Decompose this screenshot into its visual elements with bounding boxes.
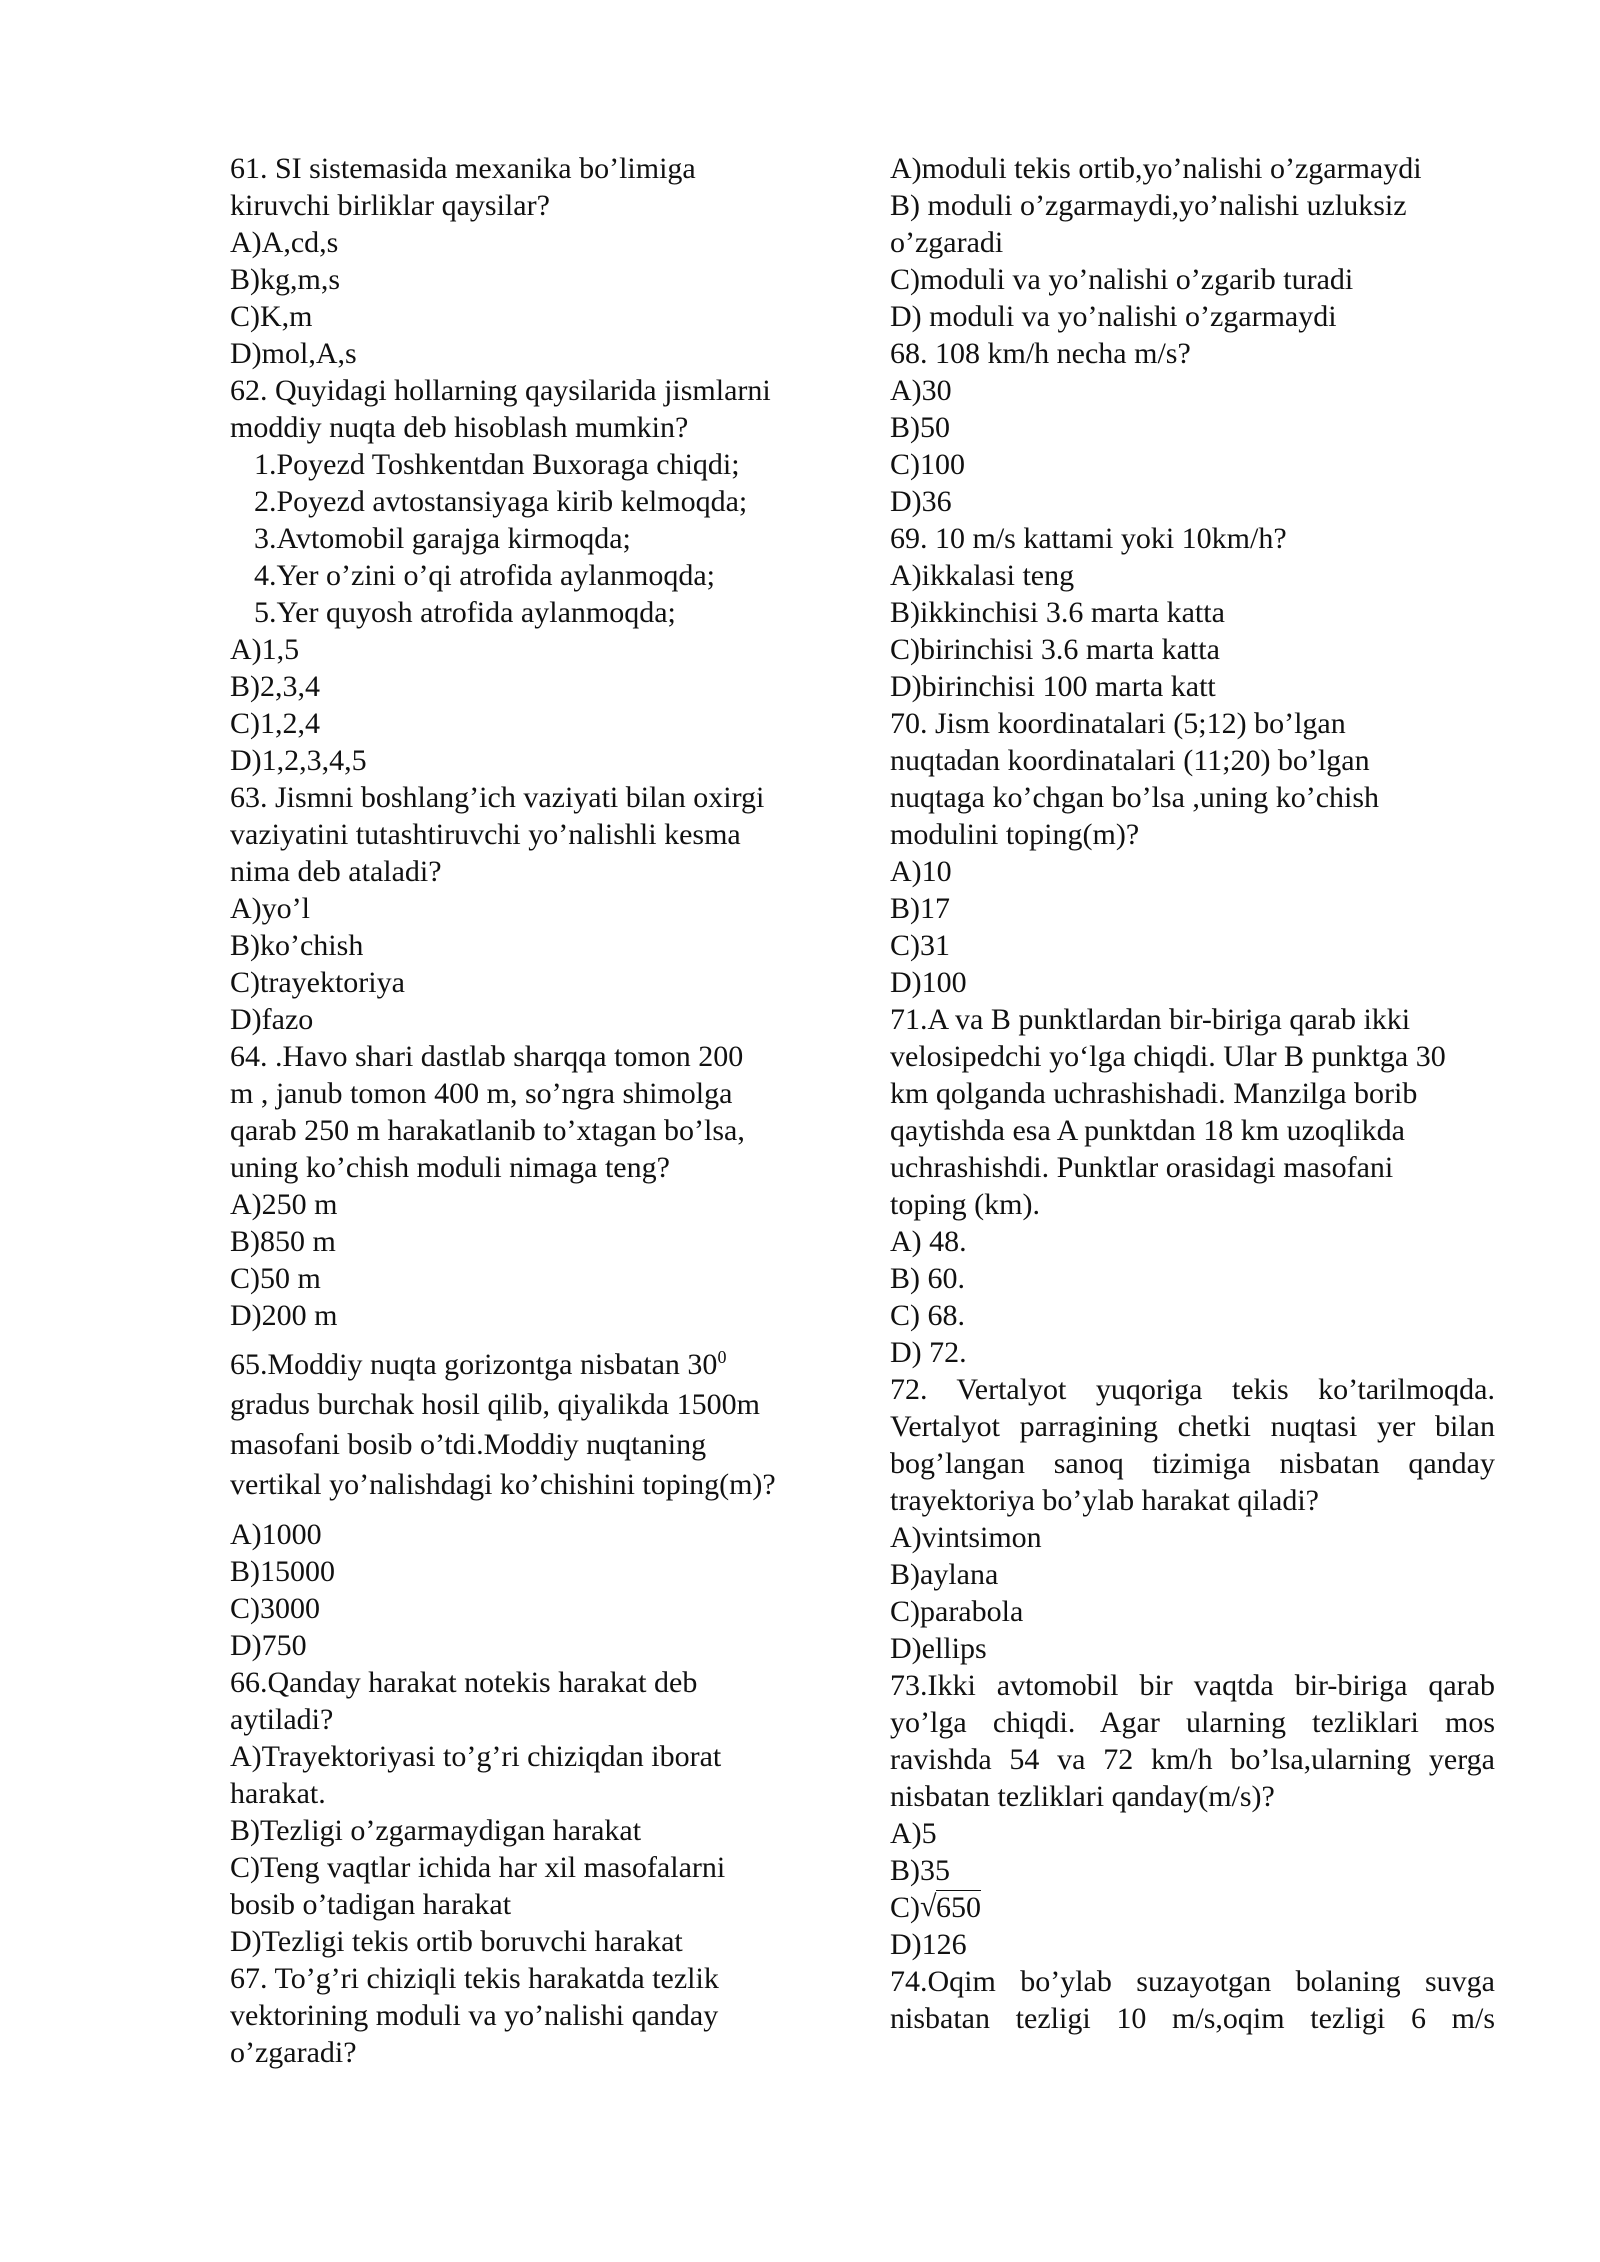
radical-sign: √ xyxy=(920,1890,937,1923)
answer-option-d: D)100 xyxy=(890,966,967,999)
answer-option-c: C)1,2,4 xyxy=(230,707,320,740)
question-text: vertikal yo’nalishdagi ko’chishini toping(m)? xyxy=(230,1468,776,1501)
right-column xyxy=(890,150,1495,2037)
question-text: modulini toping(m)? xyxy=(890,818,1140,851)
question-69 xyxy=(890,520,1495,705)
answer-option-a: A)ikkalasi teng xyxy=(890,559,1075,592)
question-text: 74.Oqim bo’ylab suzayotgan bolaning suvga xyxy=(890,1965,1495,1998)
question-text: uning ko’chish moduli nimaga teng? xyxy=(230,1151,670,1184)
answer-option-c: C)birinchisi 3.6 marta katta xyxy=(890,633,1220,666)
question-71 xyxy=(890,1001,1495,1371)
answer-option-c xyxy=(890,1889,1495,1926)
question-text: nima deb ataladi? xyxy=(230,855,442,888)
answer-option-c-cont: bosib o’tadigan harakat xyxy=(230,1888,512,1921)
question-text: Vertalyot parragining chetki nuqtasi yer bilan xyxy=(890,1410,1495,1443)
question-text: toping (km). xyxy=(890,1188,1040,1221)
answer-option-d: D)mol,A,s xyxy=(230,337,357,370)
answer-option-a: A)1000 xyxy=(230,1518,322,1551)
answer-option-d: D)fazo xyxy=(230,1003,314,1036)
question-67-options xyxy=(890,150,1495,335)
answer-option-b: B)kg,m,s xyxy=(230,263,341,296)
answer-option-b: B)Tezligi o’zgarmaydigan harakat xyxy=(230,1814,642,1847)
answer-option-c: C) 68. xyxy=(890,1299,965,1332)
answer-option-a: A)250 m xyxy=(230,1188,338,1221)
question-text xyxy=(230,1345,830,1385)
question-65-options xyxy=(230,1516,830,1664)
question-text: qaytishda esa A punktdan 18 km uzoqlikda xyxy=(890,1114,1405,1147)
answer-option-b: B)17 xyxy=(890,892,950,925)
question-text: 70. Jism koordinatalari (5;12) bo’lgan xyxy=(890,707,1346,740)
square-root-expression xyxy=(920,1889,981,1926)
option-prefix: C) xyxy=(890,1891,920,1924)
question-text: nisbatan tezligi 10 m/s,oqim tezligi 6 m/s xyxy=(890,2002,1495,2035)
answer-option-b-cont: o’zgaradi xyxy=(890,226,1004,259)
list-item: 3.Avtomobil garajga kirmoqda; xyxy=(254,522,631,555)
question-text: uchrashishdi. Punktlar orasidagi masofani xyxy=(890,1151,1394,1184)
answer-option-b: B)2,3,4 xyxy=(230,670,320,703)
question-text: 61. SI sistemasida mexanika bo’limiga xyxy=(230,152,696,185)
question-text: 71.A va B punktlardan bir-biriga qarab ikki xyxy=(890,1003,1411,1036)
answer-option-a: A)30 xyxy=(890,374,952,407)
answer-option-b: B)ikkinchisi 3.6 marta katta xyxy=(890,596,1225,629)
question-67 xyxy=(230,1960,830,2071)
answer-option-d: D) 72. xyxy=(890,1336,967,1369)
question-text: 67. To’g’ri chiziqli tekis harakatda tezlik xyxy=(230,1962,719,1995)
list-item: 2.Poyezd avtostansiyaga kirib kelmoqda; xyxy=(254,485,748,518)
answer-option-a: A)A,cd,s xyxy=(230,226,339,259)
question-73 xyxy=(890,1667,1495,1963)
answer-option-b: B)ko’chish xyxy=(230,929,364,962)
question-text: vektorining moduli va yo’nalishi qanday xyxy=(230,1999,719,2032)
answer-option-c: C)3000 xyxy=(230,1592,320,1625)
question-text: qarab 250 m harakatlanib to’xtagan bo’lsa, xyxy=(230,1114,745,1147)
answer-option-a: A)Trayektoriyasi to’g’ri chiziqdan iborat xyxy=(230,1740,722,1773)
question-text: km qolganda uchrashishadi. Manzilga borib xyxy=(890,1077,1418,1110)
answer-option-d: D)ellips xyxy=(890,1632,987,1665)
answer-option-d: D)750 xyxy=(230,1629,307,1662)
question-text: gradus burchak hosil qilib, qiyalikda 1500m xyxy=(230,1388,760,1421)
question-text: 62. Quyidagi hollarning qaysilarida jismlarni xyxy=(230,374,771,407)
question-text: 66.Qanday harakat notekis harakat deb xyxy=(230,1666,698,1699)
answer-option-b: B)aylana xyxy=(890,1558,999,1591)
answer-option-d: D)36 xyxy=(890,485,952,518)
question-text: nuqtaga ko’chgan bo’lsa ,uning ko’chish xyxy=(890,781,1380,814)
question-63 xyxy=(230,779,830,1038)
answer-option-b: B) 60. xyxy=(890,1262,965,1295)
question-text: moddiy nuqta deb hisoblash mumkin? xyxy=(230,411,689,444)
answer-option-a-cont: harakat. xyxy=(230,1777,326,1810)
question-68 xyxy=(890,335,1495,520)
answer-option-b: B)35 xyxy=(890,1854,950,1887)
answer-option-c: C)K,m xyxy=(230,300,313,333)
answer-option-a: A)moduli tekis ortib,yo’nalishi o’zgarmaydi xyxy=(890,152,1422,185)
answer-option-c: C)31 xyxy=(890,929,950,962)
answer-option-d: D)126 xyxy=(890,1928,967,1961)
question-text: vaziyatini tutashtiruvchi yo’nalishli kesma xyxy=(230,818,741,851)
answer-option-c: C)parabola xyxy=(890,1595,1024,1628)
question-72 xyxy=(890,1371,1495,1667)
question-text: 63. Jismni boshlang’ich vaziyati bilan oxirgi xyxy=(230,781,765,814)
list-item: 4.Yer o’zini o’qi atrofida aylanmoqda; xyxy=(254,559,716,592)
question-66 xyxy=(230,1664,830,1960)
answer-option-d: D) moduli va yo’nalishi o’zgarmaydi xyxy=(890,300,1337,333)
question-61 xyxy=(230,150,830,372)
question-text: nuqtadan koordinatalari (11;20) bo’lgan xyxy=(890,744,1370,777)
radicand: 650 xyxy=(936,1891,981,1924)
answer-option-b: B)15000 xyxy=(230,1555,335,1588)
answer-option-a: A)vintsimon xyxy=(890,1521,1042,1554)
answer-option-c: C)Teng vaqtlar ichida har xil masofalarni xyxy=(230,1851,726,1884)
question-text: m , janub tomon 400 m, so’ngra shimolga xyxy=(230,1077,733,1110)
question-text: kiruvchi birliklar qaysilar? xyxy=(230,189,550,222)
question-74 xyxy=(890,1963,1495,2037)
answer-option-a: A)5 xyxy=(890,1817,937,1850)
question-text: ravishda 54 va 72 km/h bo’lsa,ularning yerga xyxy=(890,1743,1495,1776)
question-text-main: 65.Moddiy nuqta gorizontga nisbatan 30 xyxy=(230,1348,718,1381)
answer-option-d: D)200 m xyxy=(230,1299,338,1332)
left-column xyxy=(230,150,830,2071)
question-text: aytiladi? xyxy=(230,1703,334,1736)
question-text: o’zgaradi? xyxy=(230,2036,357,2069)
answer-option-c: C)50 m xyxy=(230,1262,321,1295)
question-text: masofani bosib o’tdi.Moddiy nuqtaning xyxy=(230,1428,707,1461)
answer-option-d: D)1,2,3,4,5 xyxy=(230,744,367,777)
question-text: 64. .Havo shari dastlab sharqqa tomon 200 xyxy=(230,1040,744,1073)
answer-option-a: A)10 xyxy=(890,855,952,888)
answer-option-a: A) 48. xyxy=(890,1225,967,1258)
answer-option-c: C)100 xyxy=(890,448,965,481)
answer-option-d: D)birinchisi 100 marta katt xyxy=(890,670,1216,703)
answer-option-d: D)Tezligi tekis ortib boruvchi harakat xyxy=(230,1925,683,1958)
degree-superscript: 0 xyxy=(717,1347,727,1367)
question-62 xyxy=(230,372,830,779)
list-item: 1.Poyezd Toshkentdan Buxoraga chiqdi; xyxy=(254,448,740,481)
question-text: velosipedchi yo‘lga chiqdi. Ular B punktga 30 xyxy=(890,1040,1446,1073)
answer-option-a: A)1,5 xyxy=(230,633,300,666)
question-text: 68. 108 km/h necha m/s? xyxy=(890,337,1191,370)
answer-option-b: B) moduli o’zgarmaydi,yo’nalishi uzluksiz xyxy=(890,189,1407,222)
list-item: 5.Yer quyosh atrofida aylanmoqda; xyxy=(254,596,676,629)
question-64 xyxy=(230,1038,830,1334)
answer-option-b: B)50 xyxy=(890,411,950,444)
question-text: 73.Ikki avtomobil bir vaqtda bir-biriga qarab xyxy=(890,1669,1495,1702)
question-text: nisbatan tezliklari qanday(m/s)? xyxy=(890,1780,1275,1813)
question-65 xyxy=(230,1345,830,1505)
answer-option-a: A)yo’l xyxy=(230,892,310,925)
question-text: 72. Vertalyot yuqoriga tekis ko’tarilmoqda. xyxy=(890,1373,1495,1406)
question-70 xyxy=(890,705,1495,1001)
question-text: bog’langan sanoq tizimiga nisbatan qanday xyxy=(890,1447,1495,1480)
question-text: yo’lga chiqdi. Agar ularning tezliklari mos xyxy=(890,1706,1495,1739)
answer-option-b: B)850 m xyxy=(230,1225,336,1258)
answer-option-c: C)trayektoriya xyxy=(230,966,405,999)
question-text: 69. 10 m/s kattami yoki 10km/h? xyxy=(890,522,1287,555)
answer-option-c: C)moduli va yo’nalishi o’zgarib turadi xyxy=(890,263,1354,296)
question-text: trayektoriya bo’ylab harakat qiladi? xyxy=(890,1484,1319,1517)
